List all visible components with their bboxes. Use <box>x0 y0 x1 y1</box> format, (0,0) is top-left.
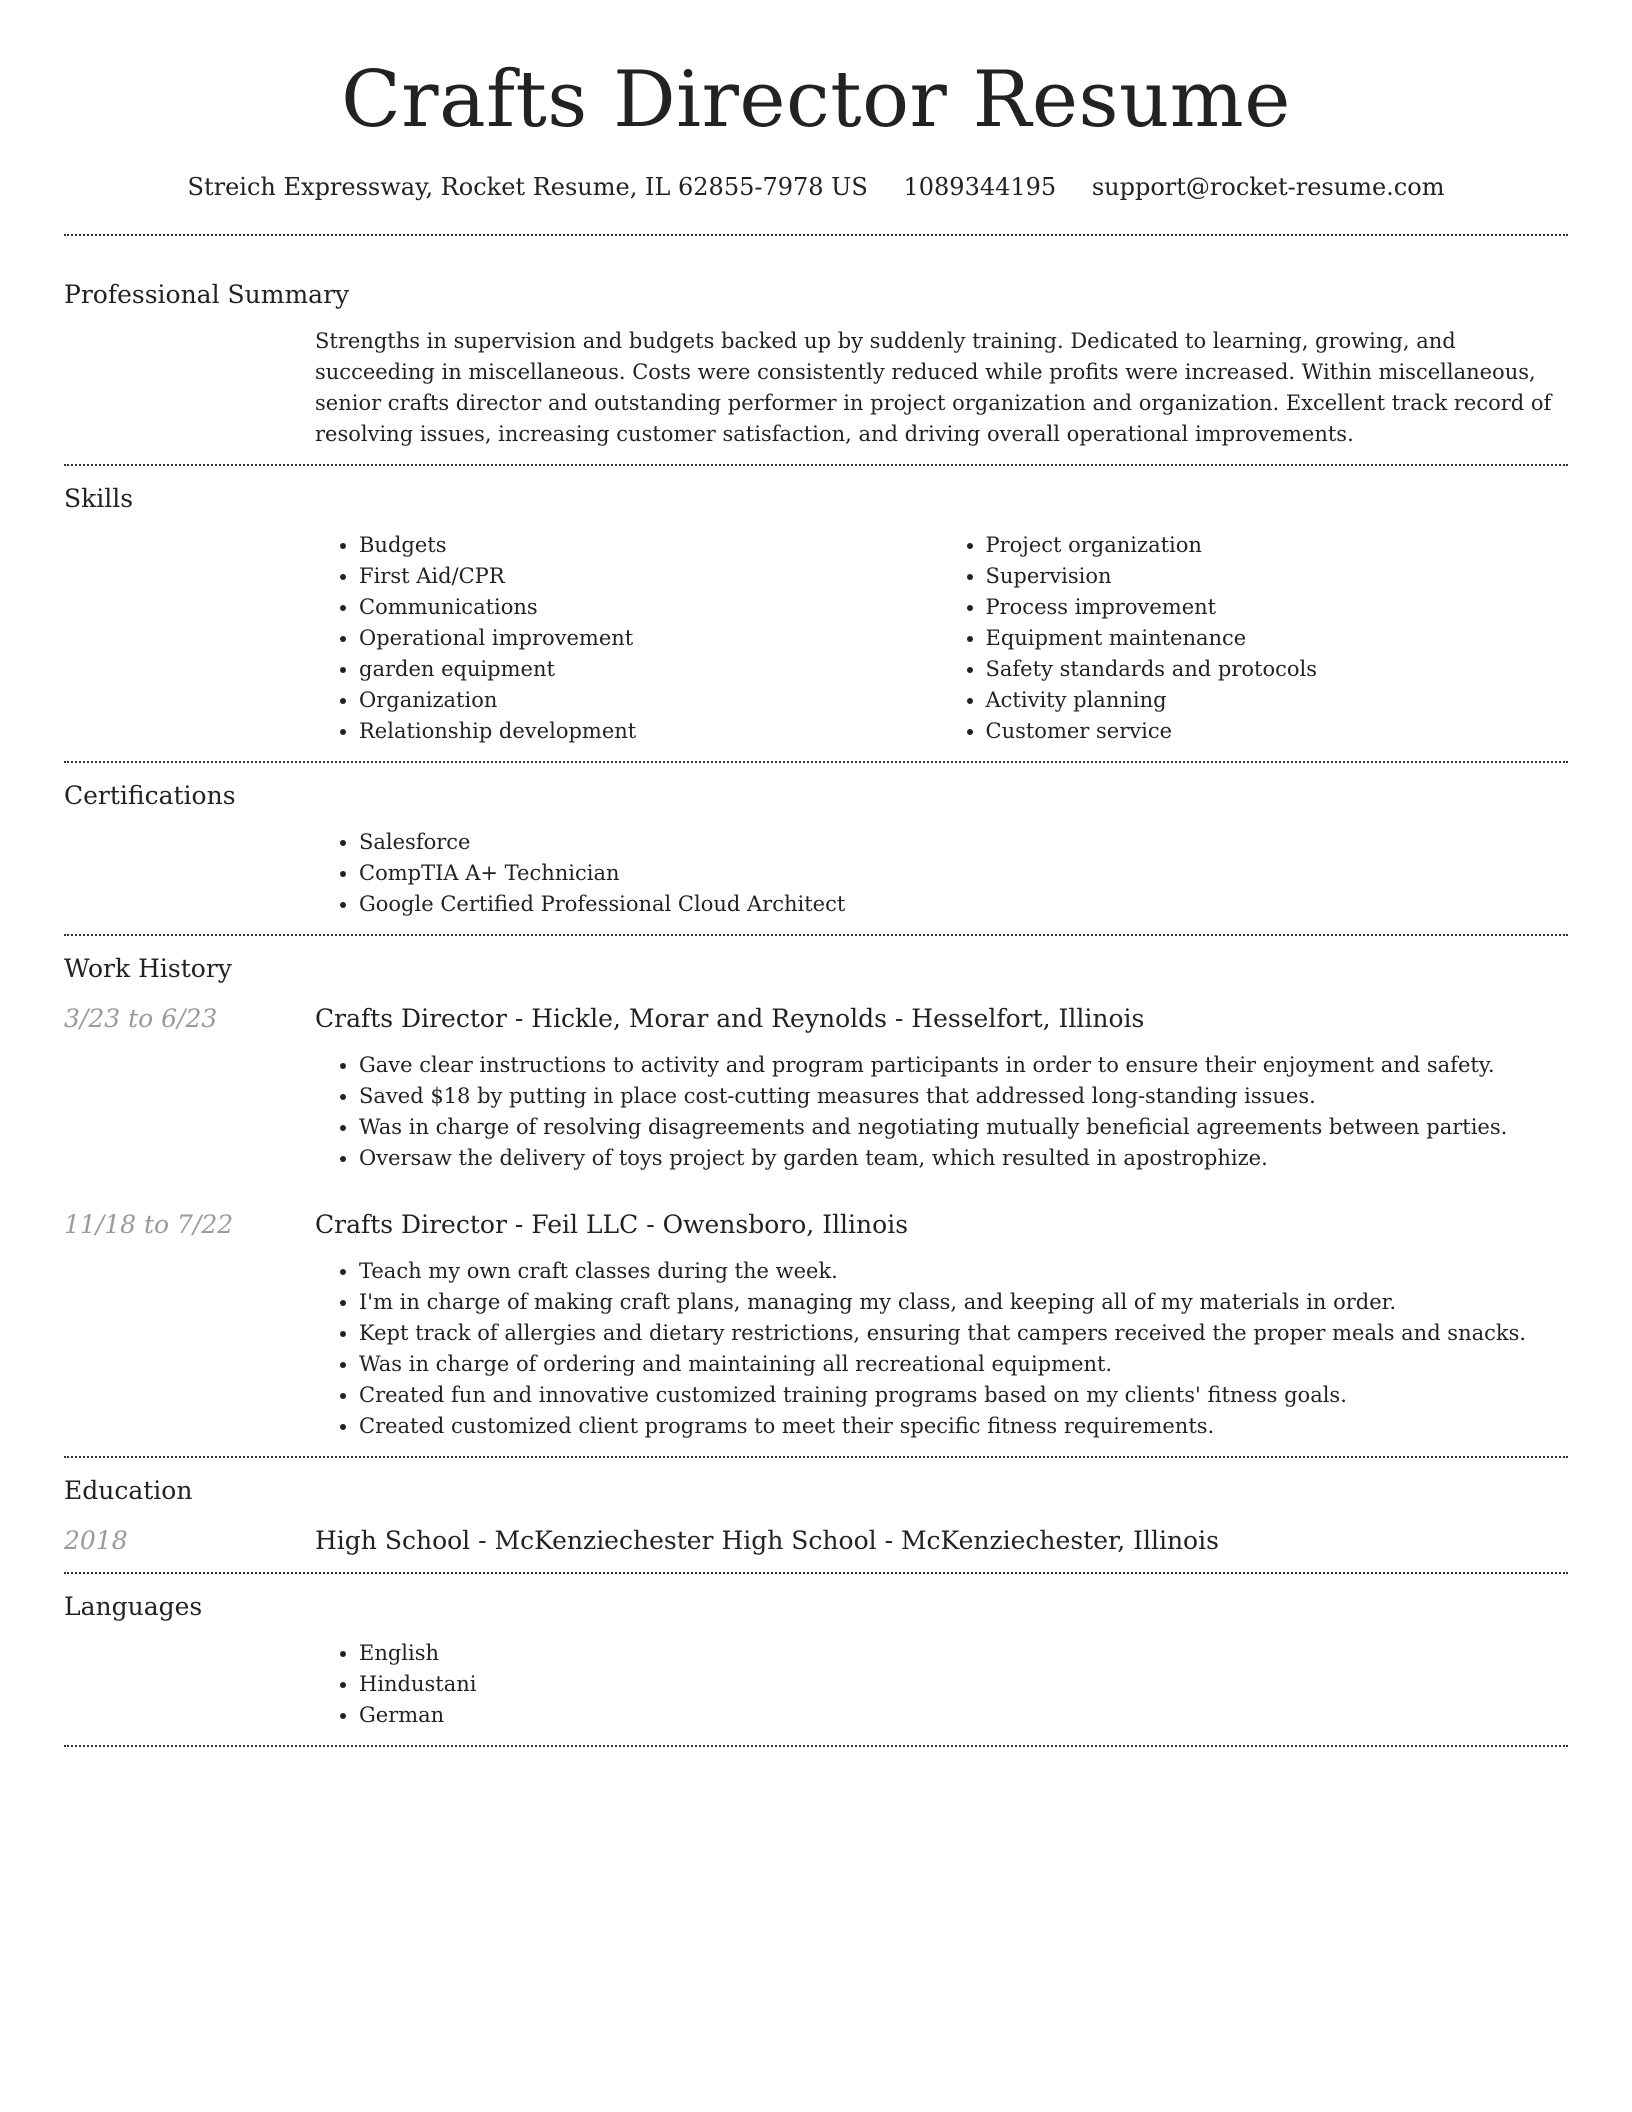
job-bullets <box>315 1050 1568 1174</box>
certifications-heading: Certifications <box>64 781 236 810</box>
skill-item: • First Aid/CPR <box>359 561 942 592</box>
language-item: • Hindustani <box>359 1669 1568 1700</box>
job-title: Crafts Director - Feil LLC - Owensboro, Illinois <box>315 1210 909 1239</box>
education-heading: Education <box>64 1476 193 1505</box>
skill-item: • Project organization <box>986 530 1569 561</box>
contact-phone: 1089344195 <box>903 173 1057 201</box>
skill-item: • Safety standards and protocols <box>986 654 1569 685</box>
summary-section <box>64 236 1568 464</box>
skills-heading: Skills <box>64 484 134 513</box>
job-bullet: • Created customized client programs to meet their specific fitness requirements. <box>359 1411 1568 1442</box>
job-bullet: • Saved $18 by putting in place cost-cutting measures that addressed long-standing issues. <box>359 1081 1568 1112</box>
education-entry <box>64 1524 1568 1558</box>
certification-item: • Salesforce <box>359 827 1568 858</box>
certifications-section <box>64 763 1568 934</box>
certification-item: • Google Certified Professional Cloud Architect <box>359 889 1568 920</box>
job-title: Crafts Director - Hickle, Morar and Reynolds - Hesselfort, Illinois <box>315 1004 1145 1033</box>
certifications-list <box>315 827 1568 920</box>
languages-list <box>315 1638 1568 1731</box>
contact-address: Streich Expressway, Rocket Resume, IL 62855-7978 US <box>187 173 868 201</box>
skill-item: • Operational improvement <box>359 623 942 654</box>
job-bullet: • Created fun and innovative customized training programs based on my clients' fitness goals. <box>359 1380 1568 1411</box>
language-item: • English <box>359 1638 1568 1669</box>
skill-item: • Equipment maintenance <box>986 623 1569 654</box>
summary-heading: Professional Summary <box>64 280 350 309</box>
job-date: 3/23 to 6/23 <box>64 1004 218 1033</box>
certification-item: • CompTIA A+ Technician <box>359 858 1568 889</box>
work-history-section <box>64 936 1568 1456</box>
language-item: • German <box>359 1700 1568 1731</box>
job-bullet: • Gave clear instructions to activity and program participants in order to ensure their enjoyment and safety. <box>359 1050 1568 1081</box>
education-date: 2018 <box>64 1526 128 1555</box>
skill-item: • Budgets <box>359 530 942 561</box>
education-title: High School - McKenziechester High School - McKenziechester, Illinois <box>315 1526 1219 1555</box>
skill-item: • Customer service <box>986 716 1569 747</box>
languages-section <box>64 1574 1568 1745</box>
skill-item: • Supervision <box>986 561 1569 592</box>
skill-item: • Relationship development <box>359 716 942 747</box>
education-section <box>64 1458 1568 1572</box>
skill-item: • Organization <box>359 685 942 716</box>
job-bullet: • Was in charge of ordering and maintaining all recreational equipment. <box>359 1349 1568 1380</box>
job-bullet: • Teach my own craft classes during the week. <box>359 1256 1568 1287</box>
work-history-heading: Work History <box>64 954 232 983</box>
job-entry <box>64 1002 1568 1174</box>
page-title: Crafts Director Resume <box>341 55 1291 145</box>
contact-email[interactable]: support@rocket-resume.com <box>1091 173 1445 201</box>
job-bullets <box>315 1256 1568 1442</box>
contact-line <box>64 170 1568 204</box>
skills-list-right <box>942 530 1569 747</box>
job-bullet: • Was in charge of resolving disagreements and negotiating mutually beneficial agreements between parties. <box>359 1112 1568 1143</box>
job-bullet: • Kept track of allergies and dietary restrictions, ensuring that campers received the proper meals and snacks. <box>359 1318 1568 1349</box>
job-date: 11/18 to 7/22 <box>64 1210 234 1239</box>
job-bullet: • Oversaw the delivery of toys project by garden team, which resulted in apostrophize. <box>359 1143 1568 1174</box>
job-entry <box>64 1208 1568 1442</box>
skill-item: • Communications <box>359 592 942 623</box>
languages-heading: Languages <box>64 1592 203 1621</box>
skill-item: • Activity planning <box>986 685 1569 716</box>
divider <box>64 1745 1568 1747</box>
skill-item: • garden equipment <box>359 654 942 685</box>
job-bullet: • I'm in charge of making craft plans, managing my class, and keeping all of my materials in order. <box>359 1287 1568 1318</box>
skills-list-left <box>315 530 942 747</box>
summary-text: Strengths in supervision and budgets backed up by suddenly training. Dedicated to learning, growing, and succeeding in miscellaneous. Costs were consistently reduced while profits were increased. Within miscellaneous, senior crafts director and outstanding performer in project organization and organization. Excellent track record of resolving issues, increasing customer satisfaction, and driving overall operational improvements. <box>315 329 1552 446</box>
skill-item: • Process improvement <box>986 592 1569 623</box>
skills-section <box>64 466 1568 761</box>
